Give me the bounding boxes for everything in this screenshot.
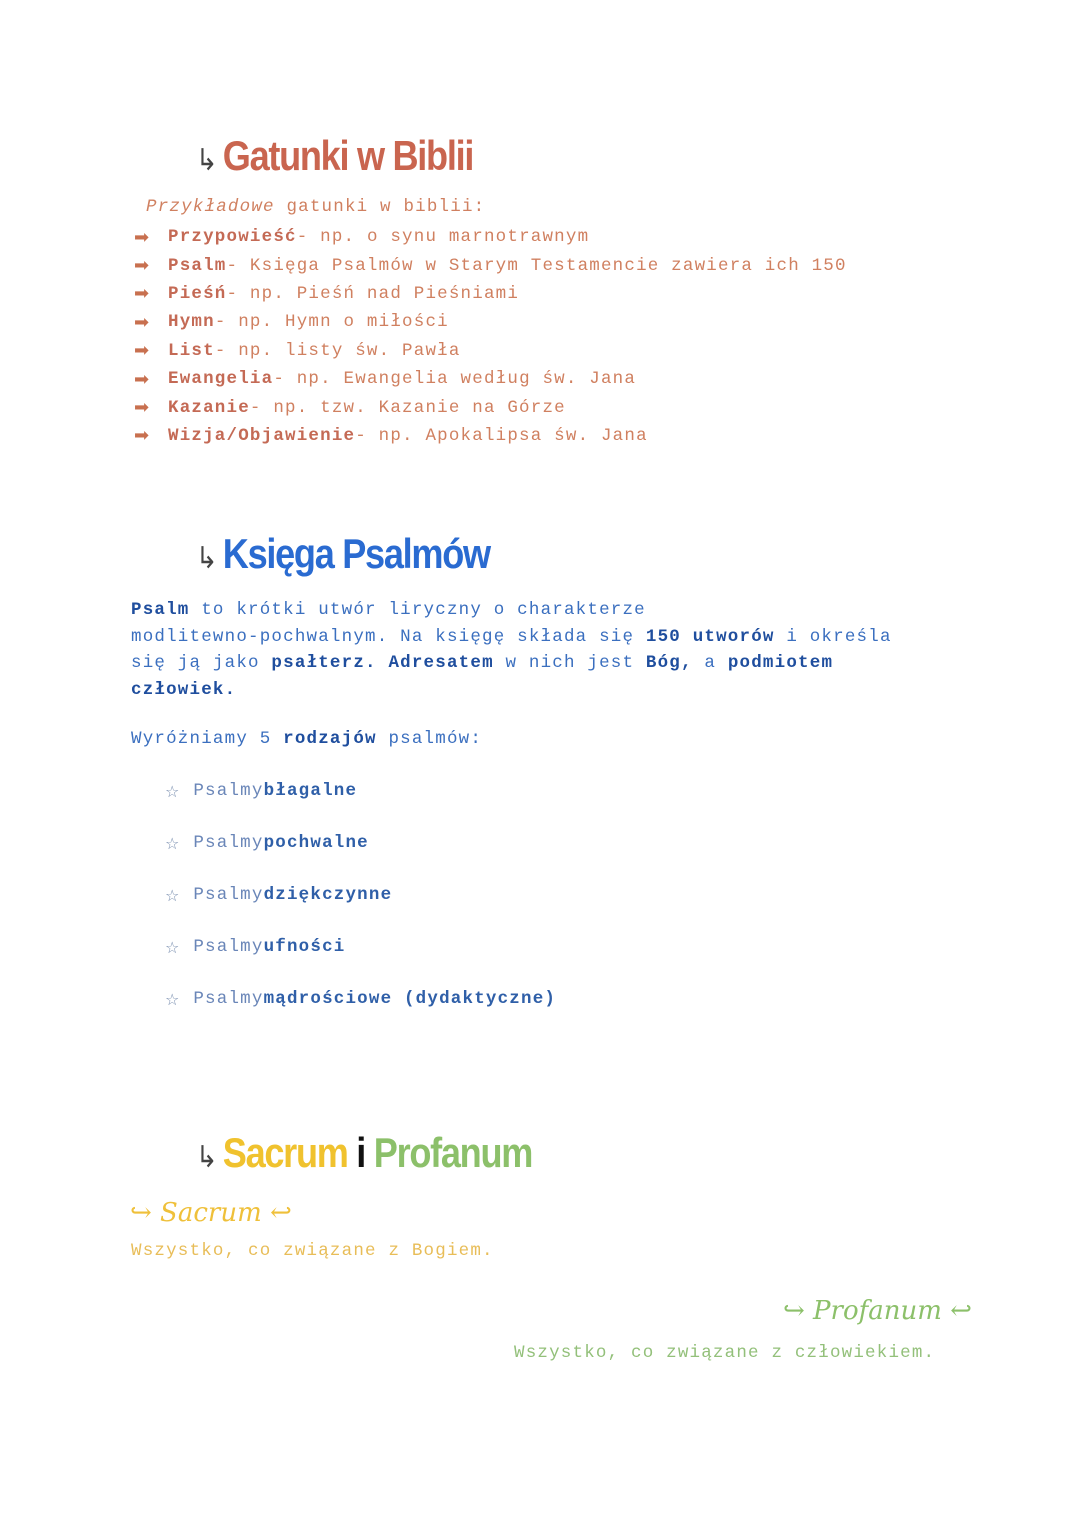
hook-arrow-icon: ↳ [196, 1141, 218, 1174]
genres-intro-rest: gatunki w biblii: [286, 197, 486, 217]
hook-arrow-icon: ↳ [196, 144, 218, 177]
list-item: ☆ Psalmy błagalne [165, 781, 358, 801]
list-item [134, 422, 847, 450]
genre-desc: - np. listy św. Pawła [214, 340, 461, 361]
psalm-types-list [165, 765, 556, 1025]
genre-desc: - np. tzw. Kazanie na Górze [249, 397, 566, 418]
arrow-icon: ➡ [134, 340, 150, 362]
sacrum-heading [196, 1129, 532, 1177]
sacrum-title-a: Sacrum [222, 1129, 348, 1176]
genres-list [134, 223, 847, 450]
arrow-icon: ➡ [134, 425, 150, 447]
genres-intro [146, 197, 485, 217]
list-item: ☆ Psalmy ufności [165, 937, 346, 957]
arrow-icon: ➡ [134, 311, 150, 333]
hook-arrow-icon: ↳ [196, 542, 218, 575]
psalms-heading [196, 530, 490, 578]
genres-title: Gatunki w Biblii [222, 132, 474, 179]
psalms-paragraph: Psalm to krótki utwór liryczny o charakterze modlitewno-pochwalnym. Na księgę składa się 150 utworów i określa się ją jako psałterz. Adresatem w nich jest Bóg, a podmiotem człowiek. [131, 600, 892, 700]
psalms-types-intro: Wyróżniamy 5 rodzajów psalmów: [131, 729, 483, 749]
arrow-icon: ➡ [134, 397, 150, 419]
profanum-text: Wszystko, co związane z człowiekiem. [514, 1343, 936, 1363]
genre-term: Kazanie [168, 397, 250, 418]
star-icon: ☆ [165, 833, 180, 853]
list-item [134, 365, 847, 393]
genres-heading [196, 132, 473, 180]
star-icon: ☆ [165, 781, 180, 801]
sacrum-title-c: Profanum [373, 1129, 533, 1176]
sacrum-text: Wszystko, co związane z Bogiem. [131, 1241, 494, 1261]
genre-term: Ewangelia [168, 369, 274, 390]
genre-desc: - np. Apokalipsa św. Jana [355, 425, 648, 446]
psalms-title: Księga Psalmów [222, 530, 490, 577]
genre-desc: - Księga Psalmów w Starym Testamencie zawiera ich 150 [226, 255, 847, 276]
list-item: ☆ Psalmy dziękczynne [165, 885, 393, 905]
genre-term: List [168, 340, 215, 361]
sacrum-label: ↪ Sacrum ↩ [130, 1198, 292, 1228]
star-icon: ☆ [165, 937, 180, 957]
star-icon: ☆ [165, 989, 180, 1009]
arrow-icon: ➡ [134, 255, 150, 277]
genre-desc: - np. Hymn o miłości [214, 312, 449, 333]
genres-intro-italic: Przykładowe [146, 197, 275, 217]
genre-desc: - np. Pieśń nad Pieśniami [226, 283, 520, 304]
genre-term: Przypowieść [168, 227, 297, 248]
list-item [134, 308, 847, 336]
sacrum-title-b: i [356, 1129, 366, 1176]
genre-term: Hymn [168, 312, 215, 333]
list-item: ☆ Psalmy mądrościowe (dydaktyczne) [165, 989, 557, 1009]
genre-term: Pieśń [168, 283, 227, 304]
genre-desc: - np. Ewangelia według św. Jana [273, 369, 637, 390]
list-item [134, 393, 847, 421]
genre-desc: - np. o synu marnotrawnym [296, 227, 590, 248]
star-icon: ☆ [165, 885, 180, 905]
list-item: ☆ Psalmy pochwalne [165, 833, 369, 853]
arrow-icon: ➡ [134, 226, 150, 248]
genre-term: Psalm [168, 255, 227, 276]
list-item [134, 223, 847, 251]
arrow-icon: ➡ [134, 368, 150, 390]
profanum-label: ↪ Profanum ↩ [783, 1296, 972, 1326]
genre-term: Wizja/Objawienie [168, 425, 356, 446]
list-item [134, 337, 847, 365]
list-item [134, 280, 847, 308]
arrow-icon: ➡ [134, 283, 150, 305]
list-item [134, 251, 847, 279]
